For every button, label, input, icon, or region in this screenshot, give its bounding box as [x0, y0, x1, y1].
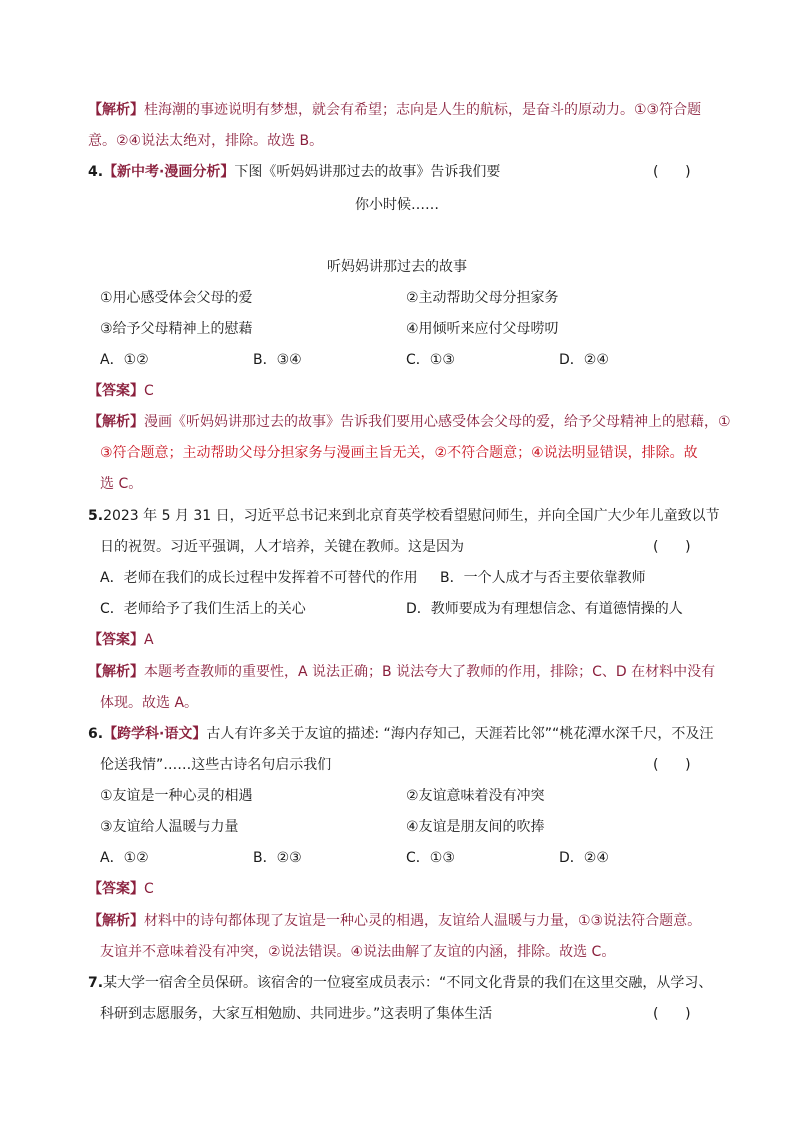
q6-analysis-line1: 【解析】材料中的诗句都体现了友谊是一种心灵的相遇，友谊给人温暖与力量，①③说法符合题意。 [88, 913, 702, 929]
q5-stem-line1: 5.2023 年 5 月 31 日，习近平总书记来到北京育英学校看望慰问师生，并向全国广大少年儿童致以节 [88, 508, 720, 524]
q6-stem-line2: 伦送我情”……这些古诗名句启示我们 [100, 757, 332, 773]
q6-option-c: C．①③ [406, 850, 455, 866]
analysis-tag: 【解析】 [88, 102, 144, 118]
q4-answer: 【答案】C [88, 383, 154, 399]
q4-analysis-line3: 选 C。 [100, 476, 143, 492]
q6-item-2: ②友谊意味着没有冲突 [406, 788, 545, 804]
q5-answer: 【答案】A [88, 632, 154, 648]
q4-stem: 4.【新中考·漫画分析】下图《听妈妈讲那过去的故事》告诉我们要 [88, 164, 501, 180]
q6-option-d: D．②④ [559, 850, 609, 866]
q4-analysis-line1: 【解析】漫画《听妈妈讲那过去的故事》告诉我们要用心感受体会父母的爱，给予父母精神上的慰藉，① [88, 414, 731, 430]
q7-stem-line1: 7.某大学一宿舍全员保研。该宿舍的一位寝室成员表示：“不同文化背景的我们在这里交融，从学习、 [88, 975, 713, 991]
q6-answer-paren: ( ) [653, 757, 691, 773]
q4-analysis-line2: ③符合题意；主动帮助父母分担家务与漫画主旨无关，②不符合题意；④说法明显错误，排除。故 [100, 445, 698, 461]
q4-answer-paren: ( ) [653, 164, 691, 180]
q4-item-2: ②主动帮助父母分担家务 [406, 290, 559, 306]
q4-option-d: D．②④ [559, 352, 609, 368]
q7-answer-paren: ( ) [653, 1006, 691, 1022]
q6-item-1: ①友谊是一种心灵的相遇 [100, 788, 253, 804]
q4-tag: 【新中考·漫画分析】 [103, 164, 235, 180]
q6-item-4: ④友谊是朋友间的吹捧 [406, 819, 545, 835]
q4-option-a: A．①② [100, 352, 149, 368]
prev-analysis-line1: 【解析】桂海潮的事迹说明有梦想，就会有希望；志向是人生的航标，是奋斗的原动力。①③符合题 [88, 102, 702, 118]
q6-stem-line1: 6.【跨学科·语文】古人有许多关于友谊的描述: “海内存知己，天涯若比邻”“桃花潭水深千尺，不及汪 [88, 726, 714, 742]
q6-item-3: ③友谊给人温暖与力量 [100, 819, 239, 835]
q6-tag: 【跨学科·语文】 [103, 726, 207, 742]
q5-option-d: D．教师要成为有理想信念、有道德情操的人 [406, 601, 683, 617]
q5-stem-line2: 日的祝贺。习近平强调，人才培养，关键在教师。这是因为 [100, 539, 464, 555]
q6-analysis-line2: 友谊并不意味着没有冲突，②说法错误。④说法曲解了友谊的内涵，排除。故选 C。 [100, 944, 616, 960]
q6-answer: 【答案】C [88, 881, 154, 897]
q4-item-3: ③给予父母精神上的慰藉 [100, 321, 253, 337]
q4-option-b: B．③④ [253, 352, 302, 368]
q5-option-c: C．老师给予了我们生活上的关心 [100, 601, 306, 617]
q4-item-1: ①用心感受体会父母的爱 [100, 290, 253, 306]
q4-option-c: C．①③ [406, 352, 455, 368]
q4-cartoon-caption-bottom: 听妈妈讲那过去的故事 [327, 259, 467, 275]
q5-option-a: A．老师在我们的成长过程中发挥着不可替代的作用 [100, 570, 418, 586]
q6-option-b: B．②③ [253, 850, 302, 866]
q4-item-4: ④用倾听来应付父母唠叨 [406, 321, 559, 337]
q5-analysis-line2: 体现。故选 A。 [100, 695, 199, 711]
q5-answer-paren: ( ) [653, 539, 691, 555]
q7-stem-line2: 科研到志愿服务，大家互相勉励、共同进步。”这表明了集体生活 [100, 1006, 493, 1022]
q5-option-b: B．一个人成才与否主要依靠教师 [440, 570, 646, 586]
q6-option-a: A．①② [100, 850, 149, 866]
prev-analysis-line2: 意。②④说法太绝对，排除。故选 B。 [88, 133, 324, 149]
q4-cartoon-caption-top: 你小时候…… [355, 197, 439, 213]
q5-analysis-line1: 【解析】本题考查教师的重要性，A 说法正确；B 说法夸大了教师的作用，排除；C、D 在材料中没有 [88, 664, 716, 680]
